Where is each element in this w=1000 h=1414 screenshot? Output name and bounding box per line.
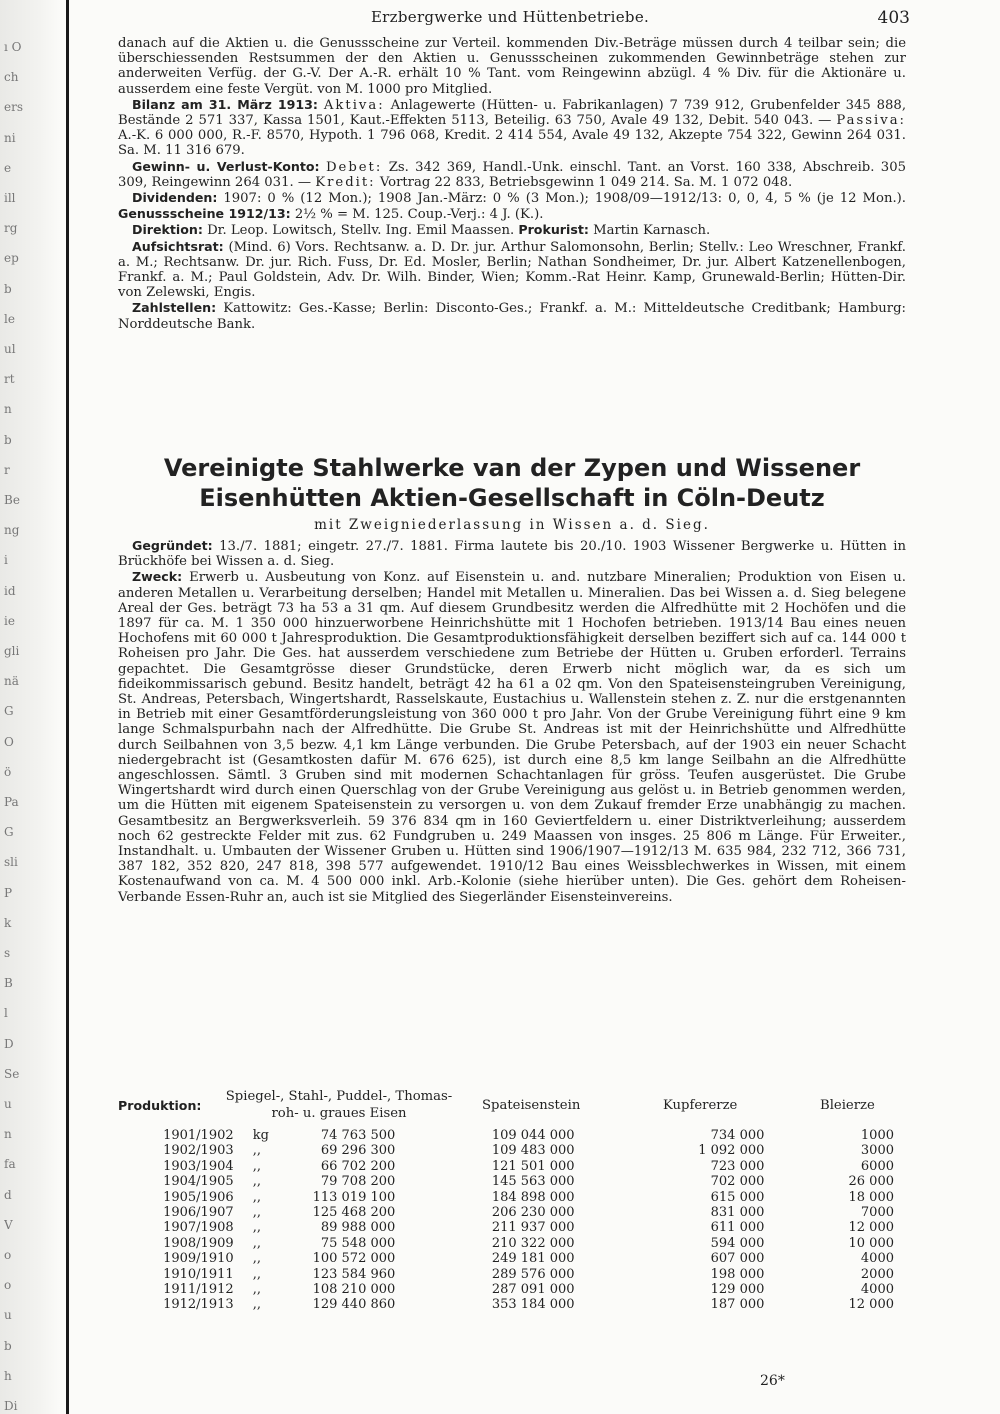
row-year: 1903/1904 (163, 1158, 234, 1174)
row-year: 1907/1908 (163, 1220, 234, 1236)
row-year: 1905/1906 (163, 1189, 234, 1205)
production-table (150, 1128, 900, 1313)
row-bleierze: 12 000 (848, 1297, 894, 1313)
row-eisen: 113 019 100 (312, 1189, 396, 1205)
row-kupfererze: 702 000 (710, 1174, 765, 1190)
gutter-fragment: Di (4, 1399, 18, 1413)
gutter-fragment: i (4, 553, 8, 568)
guv-paragraph (118, 159, 906, 190)
gutter-fragment: O (4, 734, 14, 749)
gutter-fragment: d (4, 1187, 12, 1202)
row-bleierze: 4000 (860, 1251, 894, 1267)
debet-text: Zs. 342 369, Handl.-Unk. einschl. Tant. an Vorst. 160 338, Abschreib. 305 309, Reingewinn 264 031. — (118, 159, 906, 190)
gutter-fragment: Pa (4, 795, 19, 809)
row-spateisenstein: 184 898 000 (491, 1189, 575, 1205)
prokurist-text: Martin Karnasch. (593, 223, 711, 239)
row-year: 1909/1910 (163, 1251, 234, 1267)
row-year: 1910/1911 (163, 1266, 234, 1282)
gutter-fragment: V (4, 1217, 13, 1232)
row-spateisenstein: 210 322 000 (491, 1235, 575, 1251)
production-row (150, 1267, 900, 1282)
zweck-text: Erwerb u. Ausbeutung von Konz. auf Eisenstein u. and. nutzbare Mineralien; Produktion von Eisen u. anderen Metallen u. Verarbeitung derselben; Handel mit Metallen u. Mineralien. Das bei Wissen a. d. Sieg belegene Areal der Ges. beträgt 73 ha 53 a 31 qm. Auf diesem Grundbesitz werden die Alfredhütte mit 2 Hochöfen und die 1897 für ca. M. 1 350 000 hinzuerworbene Heinrichshütte mit 1 Hochofen betrieben. 1913/14 Bau eines neuen Hochofens mit 60 000 t Jahresproduktion. Die Gesamtproduktionsfähigkeit derselben beziffert sich auf ca. 144 000 t Roheisen pro Jahr. Die Ges. hat ausserdem verschiedene zum Betriebe der Hütten u. Gruben erforderl. Terrains gepachtet. Die Gesamtgrösse dieser Grundstücke, deren Erwerb nicht möglich war, da es sich um fideikommissarisch gebund. Besitz handelt, beträgt 42 ha 61 a 02 qm. Von den Spateisensteingruben Vereinigung, St. Andreas, Petersbach, Wingertshardt, Rasselskaute, Eustachius u. Wallenstein stehen z. Z. nur die erstgenannten in Betrieb mit einer Gesamtförderungsleistung von 360 000 t pro Jahr. Von der Grube Vereinigung führt eine 9 km lange Schmalspurbahn nach der Alfredhütte. Die Grube St. Andreas ist mit der Heinrichshütte und Alfredhütte durch Seilbahnen von 3,5 bezw. 4,1 km Länge verbunden. Die Grube Petersbach, auf der 1903 ein neuer Schacht niedergebracht ist (Gesamtkosten dafür M. 676 625), ist durch eine 8,5 km lange Seilbahn an die Alfredhütte angeschlossen. Sämtl. 3 Gruben sind mit modernen Schachtanlagen für gröss. Teufen ausgerüstet. Die Grube Wingertshardt wird durch einen Querschlag von der Grube Vereinigung aus gelöst u. in Betrieb genommen werden, um die Hütten mit eigenem Spateisenstein zu versorgen u. von dem Zukauf fremder Erze unabhängig zu machen. Gesamtbesitz an Bergwerksverleih. 59 376 834 qm in 160 Geviertfeldern u. einer Distriktverleihung; ausserdem noch 62 gestreckte Felder mit zus. 62 Fundgruben u. 249 Maassen von insges. 25 806 m Länge. Für Erweiter., Instandhalt. u. Umbauten der Wissener Gruben u. Hütten sind 1906/1907—1912/13 M. 635 984, 232 712, 366 731, 387 182, 352 820, 247 818, 398 577 aufgewendet. 1910/12 Bau eines Weissblechwerkes in Wissen, mit einem Kostenaufwand von ca. M. 4 500 000 inkl. Arb.-Kolonie (siehe hierüber unten). Die Ges. gehört dem Roheisen-Verbande Essen-Ruhr an, auch ist sie Mitglied des Siegerländer Eisensteinvereins. (118, 570, 906, 905)
dividend-label: Dividenden: (132, 190, 218, 206)
row-bleierze: 7000 (860, 1205, 894, 1221)
gutter-fragment: Be (4, 493, 20, 507)
row-kupfererze: 607 000 (710, 1251, 765, 1267)
bilanz-paragraph (118, 97, 906, 159)
col-eisen-header (214, 1088, 464, 1122)
row-bleierze: 4000 (860, 1282, 894, 1298)
row-eisen: 69 296 300 (320, 1143, 396, 1159)
col-kupfer-header: Kupfererze (663, 1098, 738, 1113)
row-year: 1902/1903 (163, 1143, 234, 1159)
production-row (150, 1220, 900, 1235)
row-kupfererze: 129 000 (710, 1282, 765, 1298)
row-spateisenstein: 211 937 000 (491, 1220, 575, 1236)
gutter-fragment: le (4, 311, 15, 326)
row-kupfererze: 198 000 (710, 1266, 765, 1282)
row-bleierze: 3000 (860, 1143, 894, 1159)
kredit-label: Kredit: (315, 174, 376, 190)
guv-label: Gewinn- u. Verlust-Konto: (132, 158, 320, 174)
company-section (118, 538, 906, 905)
production-label: Produktion: (118, 1098, 202, 1113)
production-row (150, 1128, 900, 1143)
gutter-fragment: id (4, 583, 16, 598)
kredit-text: Vortrag 22 833, Betriebsgewinn 1 049 214. Sa. M. 1 072 048. (379, 174, 793, 190)
row-unit: kg (252, 1128, 269, 1143)
row-unit: ,, (252, 1266, 261, 1282)
row-kupfererze: 594 000 (710, 1235, 765, 1251)
row-unit: ,, (252, 1297, 261, 1313)
gutter-fragment: u (4, 1308, 12, 1323)
row-bleierze: 2000 (860, 1266, 894, 1282)
gutter-fragment: r (4, 462, 10, 477)
row-kupfererze: 615 000 (710, 1189, 765, 1205)
row-unit: ,, (252, 1158, 261, 1174)
row-eisen: 79 708 200 (320, 1174, 396, 1190)
gutter-fragment: b (4, 432, 12, 447)
gutter-fragment: ng (4, 523, 20, 538)
gutter-fragment: ul (4, 342, 16, 356)
row-eisen: 89 988 000 (320, 1220, 396, 1236)
passiva-text: A.-K. 6 000 000, R.-F. 8570, Hypoth. 1 796 068, Kredit. 2 414 554, Avale 49 132, Akzepte 754 322, Gewinn 264 031. Sa. M. 11 316 679. (118, 128, 906, 159)
zahlstellen-paragraph (118, 300, 906, 331)
row-unit: ,, (252, 1143, 261, 1159)
gutter-fragment: s (4, 946, 11, 960)
production-row (150, 1205, 900, 1220)
dividend-paragraph (118, 190, 906, 222)
gegruendet-paragraph (118, 538, 906, 569)
gutter-fragment: D (4, 1036, 14, 1051)
row-spateisenstein: 353 184 000 (491, 1297, 575, 1313)
row-year: 1912/1913 (163, 1297, 234, 1313)
gutter-fragment: P (4, 885, 13, 900)
aufsichtsrat-paragraph (118, 239, 906, 301)
running-header (110, 8, 910, 30)
company-title (118, 453, 906, 513)
row-eisen: 108 210 000 (312, 1282, 396, 1298)
row-eisen: 74 763 500 (320, 1128, 396, 1143)
passiva-label: Passiva: (836, 113, 906, 129)
row-bleierze: 10 000 (848, 1235, 894, 1251)
row-eisen: 66 702 200 (320, 1158, 396, 1174)
dividend-text: 1907: 0 % (12 Mon.); 1908 Jan.-März: 0 % (3 Mon.); 1908/09—1912/13: 0, 0, 4, 5 % (je 12 Mon.). (223, 191, 906, 207)
row-eisen: 129 440 860 (312, 1297, 396, 1313)
production-row (150, 1236, 900, 1251)
row-eisen: 125 468 200 (312, 1205, 396, 1221)
prokurist-label: Prokurist: (518, 222, 589, 238)
production-row (150, 1190, 900, 1205)
row-kupfererze: 187 000 (710, 1297, 765, 1313)
facing-page-gutter (0, 0, 69, 1414)
debet-label: Debet: (325, 159, 383, 175)
gutter-fragment: b (4, 1338, 12, 1353)
row-kupfererze: 611 000 (710, 1220, 765, 1236)
row-unit: ,, (252, 1235, 261, 1251)
gutter-fragment: B (4, 976, 13, 991)
gutter-fragment: b (4, 281, 12, 296)
row-unit: ,, (252, 1220, 261, 1236)
production-row (150, 1297, 900, 1312)
bilanz-label: Bilanz am 31. März 1913: (132, 96, 318, 112)
gutter-fragment: G (4, 704, 14, 719)
production-header (118, 1088, 906, 1128)
gutter-fragment: ö (4, 764, 12, 779)
row-year: 1904/1905 (163, 1174, 234, 1190)
row-unit: ,, (252, 1174, 261, 1190)
gutter-fragment: n (4, 402, 12, 417)
col-eisen-header-l1: Spiegel-, Stahl-, Puddel-, Thomas- (225, 1089, 453, 1104)
row-year: 1901/1902 (163, 1128, 234, 1143)
aktiva-label: Aktiva: (323, 97, 385, 113)
production-row (150, 1174, 900, 1189)
gutter-fragment: gli (4, 644, 20, 658)
row-spateisenstein: 206 230 000 (491, 1205, 575, 1221)
gutter-fragment: u (4, 1097, 12, 1111)
row-bleierze: 18 000 (848, 1189, 894, 1205)
row-bleierze: 6000 (860, 1158, 894, 1174)
zweck-label: Zweck: (132, 569, 183, 585)
gutter-fragment: ie (4, 613, 15, 628)
gegruendet-label: Gegründet: (132, 538, 213, 553)
production-row (150, 1282, 900, 1297)
row-spateisenstein: 289 576 000 (491, 1266, 575, 1282)
row-spateisenstein: 121 501 000 (491, 1158, 575, 1174)
gutter-fragment: G (4, 825, 14, 840)
gutter-fragment: ers (4, 100, 23, 115)
previous-company-section (118, 36, 906, 332)
row-eisen: 100 572 000 (312, 1251, 396, 1267)
row-kupfererze: 1 092 000 (698, 1143, 765, 1159)
row-spateisenstein: 109 044 000 (491, 1128, 575, 1143)
row-spateisenstein: 145 563 000 (491, 1174, 575, 1190)
col-blei-header: Bleierze (820, 1098, 875, 1113)
gutter-fragment: fa (4, 1157, 16, 1172)
gutter-fragment: sli (4, 855, 18, 870)
page-number: 403 (877, 8, 910, 28)
row-kupfererze: 723 000 (710, 1158, 765, 1174)
gutter-fragment: ch (4, 70, 19, 85)
row-spateisenstein: 109 483 000 (491, 1143, 575, 1159)
gegruendet-text: 13./7. 1881; eingetr. 27./7. 1881. Firma lautete bis 20./10. 1903 Wissener Bergwerke u. Hütten in Brückhöfe bei Wissen a. d. Sieg. (118, 539, 906, 570)
row-kupfererze: 831 000 (710, 1205, 765, 1221)
company-title-line-1: Vereinigte Stahlwerke van der Zypen und Wissener (163, 454, 861, 482)
genussscheine-text: 2½ % = M. 125. Coup.-Verj.: 4 J. (K.). (294, 207, 544, 223)
col-eisen-header-l2: roh- u. graues Eisen (271, 1106, 407, 1121)
gutter-fragment: o (4, 1248, 12, 1262)
gutter-fragment: ep (4, 251, 19, 266)
gutter-fragment: rg (4, 221, 18, 236)
genussscheine-label: Genussscheine 1912/13: (118, 206, 291, 222)
zweck-paragraph (118, 569, 906, 904)
gutter-fragment: ni (4, 130, 16, 145)
col-spat-header: Spateisenstein (482, 1098, 581, 1113)
row-unit: ,, (252, 1282, 261, 1298)
row-year: 1906/1907 (163, 1205, 234, 1221)
zahlstellen-label: Zahlstellen: (132, 300, 217, 316)
gutter-fragment: ı O (4, 40, 22, 54)
row-unit: ,, (252, 1205, 261, 1221)
production-row (150, 1159, 900, 1174)
row-bleierze: 12 000 (848, 1220, 894, 1236)
direktion-text: Dr. Leop. Lowitsch, Stellv. Ing. Emil Maassen. (207, 223, 515, 239)
gutter-fragment: Se (4, 1066, 20, 1081)
row-eisen: 123 584 960 (312, 1266, 396, 1282)
row-unit: ,, (252, 1189, 261, 1205)
gutter-fragment: o (4, 1278, 12, 1293)
gutter-fragment: n (4, 1127, 12, 1142)
row-kupfererze: 734 000 (710, 1128, 765, 1143)
row-bleierze: 1000 (860, 1128, 894, 1143)
production-row (150, 1251, 900, 1266)
production-row (150, 1143, 900, 1158)
direktion-paragraph (118, 222, 906, 238)
company-title-line-2: Eisenhütten Aktien-Gesellschaft in Cöln-Deutz (199, 484, 825, 512)
aufsichtsrat-text: (Mind. 6) Vors. Rechtsanw. a. D. Dr. jur. Arthur Salomonsohn, Berlin; Stellv.: Leo Wreschner, Frankf. a. M.; Rechtsanw. Dr. jur. Rich. Fuss, Dr. Ed. Mosler, Berlin; Nathan Sondheimer, Dr. jur. Albert Katzenellenbogen, Frankf. a. M.; Paul Goldstein, Adv. Dr. Wilh. Binder, Wien; Komm.-Rat Heinr. Kamp, Grunewald-Berlin; Hütten-Dir. von Zelewski, Engis. (118, 239, 906, 301)
row-year: 1908/1909 (163, 1235, 234, 1251)
row-spateisenstein: 287 091 000 (491, 1282, 575, 1298)
statute-paragraph: danach auf die Aktien u. die Genussscheine zur Verteil. kommenden Div.-Beträge müssen durch 4 teilbar sein; die überschiessenden Restsummen der den Aktien u. Genussscheinen zukommenden Gewinnbeträge stehen zur anderweiten Verfüg. der G.-V. Der A.-R. erhält 10 % Tant. vom Reingewinn abzügl. 4 % Div. für die Aktionäre u. ausserdem eine feste Vergüt. von M. 1000 pro Mitglied. (118, 36, 906, 97)
gutter-fragment: rt (4, 372, 15, 387)
aktiva-text: Anlagewerte (Hütten- u. Fabrikanlagen) 7 739 912, Grubenfelder 345 888, Bestände 2 571 337, Kassa 1501, Kaut.-Effekten 5113, Beteilig. 63 750, Avale 49 132, Debit. 540 043. — (118, 97, 907, 129)
zahlstellen-text: Kattowitz: Ges.-Kasse; Berlin: Disconto-Ges.; Frankf. a. M.: Mitteldeutsche Creditbank; Hamburg: Norddeutsche Bank. (118, 301, 906, 332)
row-bleierze: 26 000 (848, 1174, 894, 1190)
row-year: 1911/1912 (163, 1282, 234, 1298)
gutter-fragment: l (4, 1006, 8, 1021)
running-title: Erzbergwerke und Hüttenbetriebe. (370, 8, 650, 26)
gutter-fragment: k (4, 915, 12, 930)
row-eisen: 75 548 000 (320, 1235, 396, 1251)
gutter-fragment: e (4, 160, 12, 175)
company-subline: mit Zweigniederlassung in Wissen a. d. Sieg. (314, 517, 710, 533)
row-spateisenstein: 249 181 000 (491, 1251, 575, 1267)
row-unit: ,, (252, 1251, 261, 1267)
signature-mark: 26* (760, 1373, 785, 1389)
direktion-label: Direktion: (132, 222, 203, 238)
gutter-fragment: ill (4, 191, 16, 205)
aufsichtsrat-label: Aufsichtsrat: (132, 238, 224, 254)
gutter-fragment: h (4, 1368, 12, 1383)
gutter-fragment: nä (4, 674, 19, 689)
